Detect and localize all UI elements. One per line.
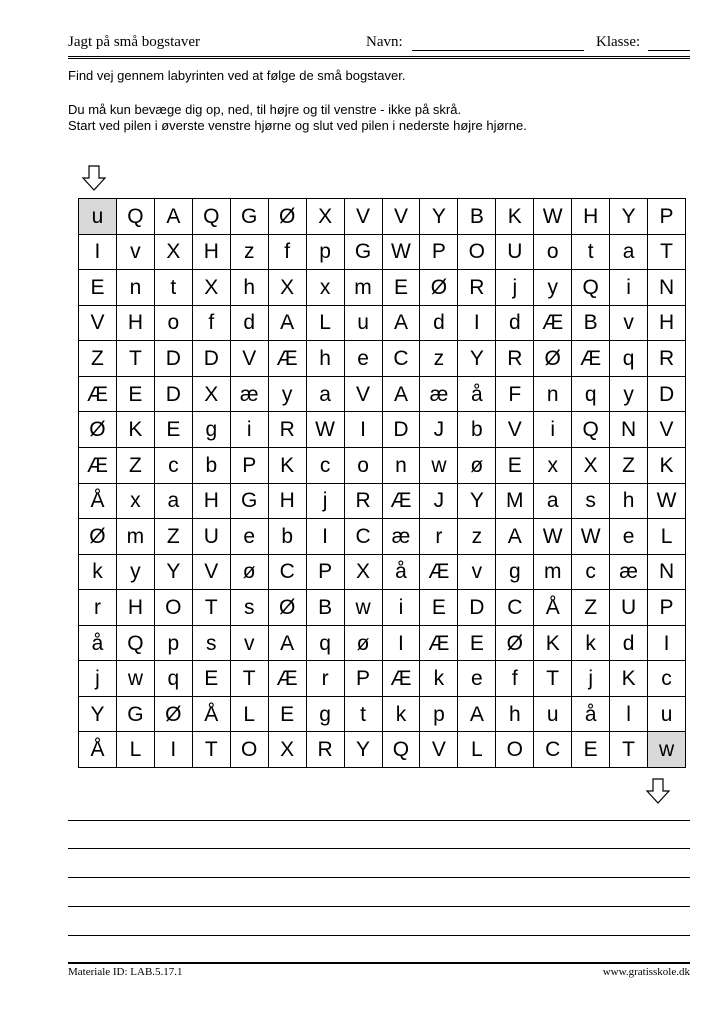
maze-cell[interactable]: k xyxy=(572,626,610,662)
maze-cell[interactable]: C xyxy=(345,519,383,555)
maze-cell[interactable]: a xyxy=(155,484,193,520)
maze-cell[interactable]: y xyxy=(117,555,155,591)
maze-cell[interactable]: P xyxy=(307,555,345,591)
maze-cell[interactable]: C xyxy=(383,341,421,377)
maze-cell[interactable]: R xyxy=(269,412,307,448)
maze-cell[interactable]: P xyxy=(648,199,686,235)
maze-cell[interactable]: h xyxy=(231,270,269,306)
maze-cell[interactable]: Æ xyxy=(572,341,610,377)
maze-cell[interactable]: E xyxy=(458,626,496,662)
maze-cell[interactable]: A xyxy=(269,626,307,662)
maze-cell[interactable]: G xyxy=(117,697,155,733)
maze-cell[interactable]: R xyxy=(345,484,383,520)
maze-cell[interactable]: V xyxy=(383,199,421,235)
maze-cell[interactable]: e xyxy=(231,519,269,555)
maze-cell[interactable]: H xyxy=(572,199,610,235)
maze-cell[interactable]: ø xyxy=(458,448,496,484)
maze-cell[interactable]: D xyxy=(458,590,496,626)
maze-cell[interactable]: y xyxy=(534,270,572,306)
maze-cell[interactable]: i xyxy=(534,412,572,448)
maze-cell[interactable]: B xyxy=(458,199,496,235)
maze-cell[interactable]: g xyxy=(496,555,534,591)
answer-line[interactable] xyxy=(68,820,690,821)
maze-cell[interactable]: d xyxy=(610,626,648,662)
maze-cell[interactable]: D xyxy=(155,377,193,413)
maze-cell[interactable]: å xyxy=(79,626,117,662)
maze-cell[interactable]: G xyxy=(345,235,383,271)
maze-cell[interactable]: x xyxy=(534,448,572,484)
maze-cell[interactable]: R xyxy=(458,270,496,306)
maze-cell[interactable]: å xyxy=(572,697,610,733)
maze-cell[interactable]: M xyxy=(496,484,534,520)
maze-cell[interactable]: R xyxy=(648,341,686,377)
maze-cell[interactable]: V xyxy=(648,412,686,448)
maze-cell[interactable]: f xyxy=(193,306,231,342)
maze-cell[interactable]: E xyxy=(572,732,610,768)
maze-cell[interactable]: W xyxy=(534,519,572,555)
maze-cell[interactable]: I xyxy=(648,626,686,662)
maze-cell[interactable]: T xyxy=(193,590,231,626)
maze-cell[interactable]: E xyxy=(79,270,117,306)
maze-cell[interactable]: V xyxy=(496,412,534,448)
maze-cell[interactable]: Q xyxy=(117,199,155,235)
maze-cell[interactable]: X xyxy=(572,448,610,484)
maze-cell[interactable]: r xyxy=(307,661,345,697)
maze-cell[interactable]: K xyxy=(534,626,572,662)
maze-cell[interactable]: h xyxy=(496,697,534,733)
maze-cell[interactable]: X xyxy=(269,732,307,768)
maze-cell[interactable]: N xyxy=(648,555,686,591)
maze-cell[interactable]: Å xyxy=(534,590,572,626)
maze-cell[interactable]: w xyxy=(420,448,458,484)
maze-cell[interactable]: Q xyxy=(193,199,231,235)
maze-cell[interactable]: c xyxy=(307,448,345,484)
maze-grid xyxy=(78,198,686,768)
maze-cell[interactable]: i xyxy=(610,270,648,306)
maze-cell[interactable]: u xyxy=(534,697,572,733)
maze-cell[interactable]: t xyxy=(572,235,610,271)
maze-cell[interactable]: X xyxy=(155,235,193,271)
maze-cell[interactable]: c xyxy=(572,555,610,591)
maze-cell[interactable]: Z xyxy=(155,519,193,555)
footer-divider xyxy=(68,962,690,964)
maze-cell[interactable]: O xyxy=(155,590,193,626)
maze-cell[interactable]: i xyxy=(231,412,269,448)
maze-cell[interactable]: P xyxy=(345,661,383,697)
maze-cell[interactable]: o xyxy=(534,235,572,271)
maze-cell[interactable]: A xyxy=(269,306,307,342)
maze-cell[interactable]: j xyxy=(496,270,534,306)
maze-cell[interactable]: K xyxy=(648,448,686,484)
maze-cell[interactable]: W xyxy=(534,199,572,235)
maze-cell[interactable]: E xyxy=(155,412,193,448)
maze-cell[interactable]: q xyxy=(572,377,610,413)
maze-cell[interactable]: V xyxy=(345,377,383,413)
maze-cell[interactable]: Ø xyxy=(534,341,572,377)
maze-cell[interactable]: q xyxy=(610,341,648,377)
maze-cell[interactable]: æ xyxy=(420,377,458,413)
maze-cell[interactable]: e xyxy=(610,519,648,555)
maze-cell[interactable]: Ø xyxy=(269,199,307,235)
down-arrow-icon xyxy=(645,778,671,804)
maze-cell[interactable]: A xyxy=(383,306,421,342)
maze-cell[interactable]: s xyxy=(572,484,610,520)
answer-line[interactable] xyxy=(68,906,690,907)
maze-cell[interactable]: A xyxy=(458,697,496,733)
maze-cell[interactable]: Q xyxy=(572,412,610,448)
maze-cell[interactable]: U xyxy=(610,590,648,626)
maze-cell[interactable]: w xyxy=(648,732,686,768)
maze-cell[interactable]: l xyxy=(610,697,648,733)
maze-cell[interactable]: Z xyxy=(572,590,610,626)
maze-cell[interactable]: T xyxy=(648,235,686,271)
answer-line[interactable] xyxy=(68,848,690,849)
maze-cell[interactable]: æ xyxy=(610,555,648,591)
maze-cell[interactable]: G xyxy=(231,484,269,520)
maze-cell[interactable]: R xyxy=(496,341,534,377)
maze-cell[interactable]: V xyxy=(79,306,117,342)
maze-cell[interactable]: Y xyxy=(610,199,648,235)
maze-cell[interactable]: D xyxy=(155,341,193,377)
maze-cell[interactable]: k xyxy=(79,555,117,591)
maze-cell[interactable]: b xyxy=(269,519,307,555)
maze-cell[interactable]: n xyxy=(117,270,155,306)
maze-cell[interactable]: E xyxy=(383,270,421,306)
maze-cell[interactable]: Ø xyxy=(269,590,307,626)
maze-cell[interactable]: Æ xyxy=(79,377,117,413)
maze-cell[interactable]: q xyxy=(307,626,345,662)
maze-cell[interactable]: D xyxy=(648,377,686,413)
maze-cell[interactable]: L xyxy=(231,697,269,733)
maze-cell[interactable]: d xyxy=(420,306,458,342)
maze-cell[interactable]: C xyxy=(496,590,534,626)
maze-cell[interactable]: Æ xyxy=(383,661,421,697)
maze-cell[interactable]: C xyxy=(269,555,307,591)
maze-cell[interactable]: Q xyxy=(117,626,155,662)
maze-cell[interactable]: d xyxy=(231,306,269,342)
maze-cell[interactable]: a xyxy=(610,235,648,271)
maze-cell[interactable]: m xyxy=(117,519,155,555)
maze-cell[interactable]: n xyxy=(534,377,572,413)
class-label: Klasse: xyxy=(596,34,641,50)
website-link[interactable]: www.gratisskole.dk xyxy=(602,966,690,978)
maze-cell[interactable]: O xyxy=(458,235,496,271)
maze-cell[interactable]: W xyxy=(572,519,610,555)
maze-cell[interactable]: K xyxy=(610,661,648,697)
maze-cell[interactable]: v xyxy=(231,626,269,662)
maze-cell[interactable]: K xyxy=(496,199,534,235)
maze-cell[interactable]: Å xyxy=(79,484,117,520)
maze-cell[interactable]: j xyxy=(307,484,345,520)
maze-cell[interactable]: Æ xyxy=(534,306,572,342)
maze-cell[interactable]: k xyxy=(420,661,458,697)
maze-cell[interactable]: r xyxy=(79,590,117,626)
maze-cell[interactable]: T xyxy=(610,732,648,768)
maze-cell[interactable]: Y xyxy=(458,341,496,377)
maze-cell[interactable]: X xyxy=(193,377,231,413)
maze-cell[interactable]: Y xyxy=(420,199,458,235)
maze-cell[interactable]: Y xyxy=(458,484,496,520)
maze-cell[interactable]: J xyxy=(420,484,458,520)
maze-cell[interactable]: X xyxy=(193,270,231,306)
maze-cell[interactable]: X xyxy=(307,199,345,235)
maze-cell[interactable]: Q xyxy=(572,270,610,306)
maze-cell[interactable]: V xyxy=(345,199,383,235)
maze-cell[interactable]: o xyxy=(155,306,193,342)
material-id: Materiale ID: LAB.5.17.1 xyxy=(68,966,183,978)
maze-cell[interactable]: h xyxy=(610,484,648,520)
maze-cell[interactable]: I xyxy=(155,732,193,768)
maze-cell[interactable]: Y xyxy=(345,732,383,768)
maze-cell[interactable]: H xyxy=(193,235,231,271)
maze-cell[interactable]: æ xyxy=(383,519,421,555)
maze-cell[interactable]: Z xyxy=(79,341,117,377)
maze-cell[interactable]: p xyxy=(155,626,193,662)
maze-cell[interactable]: p xyxy=(420,697,458,733)
maze-cell[interactable]: r xyxy=(420,519,458,555)
maze-cell[interactable]: c xyxy=(155,448,193,484)
instruction-1: Find vej gennem labyrinten ved at følge de små bogstaver. xyxy=(68,68,406,83)
instruction-2: Du må kun bevæge dig op, ned, til højre og til venstre - ikke på skrå. xyxy=(68,102,462,117)
maze-cell[interactable]: k xyxy=(383,697,421,733)
maze-cell[interactable]: t xyxy=(155,270,193,306)
maze-cell[interactable]: m xyxy=(345,270,383,306)
maze-cell[interactable]: ø xyxy=(231,555,269,591)
maze-cell[interactable]: z xyxy=(458,519,496,555)
maze-cell[interactable]: w xyxy=(345,590,383,626)
instruction-3: Start ved pilen i øverste venstre hjørne og slut ved pilen i nederste højre hjørne. xyxy=(68,118,527,133)
maze-cell[interactable]: E xyxy=(117,377,155,413)
maze-cell[interactable]: å xyxy=(383,555,421,591)
maze-cell[interactable]: T xyxy=(534,661,572,697)
worksheet-title: Jagt på små bogstaver xyxy=(68,34,201,50)
maze-cell[interactable]: A xyxy=(155,199,193,235)
maze-cell[interactable]: Æ xyxy=(420,626,458,662)
maze-cell[interactable]: ø xyxy=(345,626,383,662)
maze-cell[interactable]: H xyxy=(648,306,686,342)
maze-cell[interactable]: j xyxy=(79,661,117,697)
maze-cell[interactable]: Ø xyxy=(496,626,534,662)
maze-cell[interactable]: K xyxy=(269,448,307,484)
maze-cell[interactable]: C xyxy=(534,732,572,768)
maze-cell[interactable]: s xyxy=(193,626,231,662)
maze-cell[interactable]: Æ xyxy=(420,555,458,591)
maze-cell[interactable]: Ø xyxy=(155,697,193,733)
name-field-line[interactable] xyxy=(412,50,584,51)
maze-cell[interactable]: j xyxy=(572,661,610,697)
maze-cell[interactable]: A xyxy=(496,519,534,555)
maze-cell[interactable]: g xyxy=(307,697,345,733)
maze-cell[interactable]: Æ xyxy=(269,341,307,377)
maze-cell[interactable]: Z xyxy=(117,448,155,484)
maze-cell[interactable]: T xyxy=(231,661,269,697)
maze-cell[interactable]: v xyxy=(610,306,648,342)
maze-cell[interactable]: L xyxy=(458,732,496,768)
maze-cell[interactable]: O xyxy=(231,732,269,768)
maze-cell[interactable]: I xyxy=(383,626,421,662)
maze-cell[interactable]: h xyxy=(307,341,345,377)
down-arrow-icon xyxy=(81,165,107,191)
maze-cell[interactable]: U xyxy=(193,519,231,555)
class-field-line[interactable] xyxy=(648,50,690,51)
maze-cell[interactable]: Å xyxy=(79,732,117,768)
maze-cell[interactable]: Y xyxy=(155,555,193,591)
maze-cell[interactable]: E xyxy=(420,590,458,626)
maze-cell[interactable]: G xyxy=(231,199,269,235)
answer-line[interactable] xyxy=(68,877,690,878)
maze-cell[interactable]: V xyxy=(231,341,269,377)
maze-cell[interactable]: V xyxy=(193,555,231,591)
maze-cell[interactable]: N xyxy=(610,412,648,448)
maze-cell[interactable]: å xyxy=(458,377,496,413)
maze-cell[interactable]: I xyxy=(307,519,345,555)
maze-cell[interactable]: W xyxy=(307,412,345,448)
maze-cell[interactable]: f xyxy=(496,661,534,697)
maze-cell[interactable]: L xyxy=(648,519,686,555)
maze-cell[interactable]: c xyxy=(648,661,686,697)
maze-cell[interactable]: H xyxy=(117,306,155,342)
maze-cell[interactable]: u xyxy=(648,697,686,733)
maze-cell[interactable]: H xyxy=(269,484,307,520)
maze-cell[interactable]: X xyxy=(345,555,383,591)
maze-cell[interactable]: B xyxy=(572,306,610,342)
maze-cell[interactable]: æ xyxy=(231,377,269,413)
maze-cell[interactable]: B xyxy=(307,590,345,626)
maze-cell[interactable]: I xyxy=(345,412,383,448)
maze-cell[interactable]: s xyxy=(231,590,269,626)
answer-line[interactable] xyxy=(68,935,690,936)
maze-cell[interactable]: Q xyxy=(383,732,421,768)
maze-cell[interactable]: y xyxy=(269,377,307,413)
maze-cell[interactable]: T xyxy=(117,341,155,377)
maze-cell[interactable]: Æ xyxy=(269,661,307,697)
maze-cell[interactable]: x xyxy=(307,270,345,306)
maze-cell[interactable]: i xyxy=(383,590,421,626)
maze-cell[interactable]: z xyxy=(231,235,269,271)
maze-cell[interactable]: z xyxy=(420,341,458,377)
maze-cell[interactable]: I xyxy=(79,235,117,271)
maze-cell[interactable]: a xyxy=(534,484,572,520)
maze-cell[interactable]: Y xyxy=(79,697,117,733)
maze-cell[interactable]: Ø xyxy=(420,270,458,306)
maze-cell[interactable]: d xyxy=(496,306,534,342)
maze-cell[interactable]: W xyxy=(648,484,686,520)
maze-cell[interactable]: b xyxy=(458,412,496,448)
maze-cell[interactable]: p xyxy=(307,235,345,271)
maze-cell[interactable]: J xyxy=(420,412,458,448)
name-label: Navn: xyxy=(366,34,403,50)
maze-cell[interactable]: A xyxy=(383,377,421,413)
maze-cell[interactable]: a xyxy=(307,377,345,413)
maze-cell[interactable]: D xyxy=(383,412,421,448)
maze-cell[interactable]: w xyxy=(117,661,155,697)
maze-cell[interactable]: N xyxy=(648,270,686,306)
maze-cell[interactable]: u xyxy=(79,199,117,235)
maze-cell[interactable]: u xyxy=(345,306,383,342)
maze-cell[interactable]: H xyxy=(117,590,155,626)
maze-cell[interactable]: Z xyxy=(610,448,648,484)
maze-cell[interactable]: e xyxy=(458,661,496,697)
maze-cell[interactable]: Æ xyxy=(383,484,421,520)
maze-cell[interactable]: H xyxy=(193,484,231,520)
maze-cell[interactable]: F xyxy=(496,377,534,413)
maze-cell[interactable]: W xyxy=(383,235,421,271)
maze-cell[interactable]: b xyxy=(193,448,231,484)
maze-cell[interactable]: K xyxy=(117,412,155,448)
maze-cell[interactable]: L xyxy=(307,306,345,342)
maze-cell[interactable]: I xyxy=(458,306,496,342)
maze-cell[interactable]: v xyxy=(458,555,496,591)
maze-cell[interactable]: V xyxy=(420,732,458,768)
maze-cell[interactable]: P xyxy=(648,590,686,626)
maze-cell[interactable]: g xyxy=(193,412,231,448)
maze-cell[interactable]: Æ xyxy=(79,448,117,484)
maze-cell[interactable]: f xyxy=(269,235,307,271)
maze-cell[interactable]: x xyxy=(117,484,155,520)
page-header xyxy=(68,34,690,56)
maze-cell[interactable]: t xyxy=(345,697,383,733)
maze-cell[interactable]: P xyxy=(420,235,458,271)
maze-cell[interactable]: R xyxy=(307,732,345,768)
maze-cell[interactable]: v xyxy=(117,235,155,271)
maze-cell[interactable]: E xyxy=(496,448,534,484)
maze-cell[interactable]: e xyxy=(345,341,383,377)
maze-cell[interactable]: D xyxy=(193,341,231,377)
header-divider xyxy=(68,56,690,59)
maze-cell[interactable]: Ø xyxy=(79,412,117,448)
maze-cell[interactable]: E xyxy=(193,661,231,697)
maze-cell[interactable]: Å xyxy=(193,697,231,733)
maze-cell[interactable]: Ø xyxy=(79,519,117,555)
maze-cell[interactable]: m xyxy=(534,555,572,591)
maze-cell[interactable]: T xyxy=(193,732,231,768)
maze-cell[interactable]: n xyxy=(383,448,421,484)
maze-cell[interactable]: q xyxy=(155,661,193,697)
maze-cell[interactable]: y xyxy=(610,377,648,413)
maze-cell[interactable]: O xyxy=(496,732,534,768)
maze-cell[interactable]: P xyxy=(231,448,269,484)
maze-cell[interactable]: U xyxy=(496,235,534,271)
maze-cell[interactable]: L xyxy=(117,732,155,768)
maze-cell[interactable]: E xyxy=(269,697,307,733)
maze-cell[interactable]: X xyxy=(269,270,307,306)
maze-cell[interactable]: o xyxy=(345,448,383,484)
